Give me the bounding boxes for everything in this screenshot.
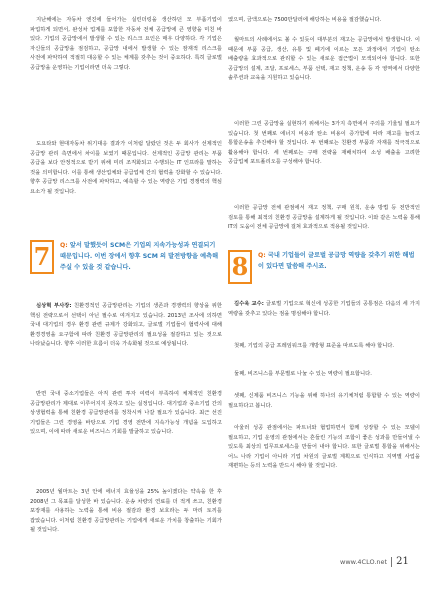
question-label: Q: [60, 242, 68, 249]
left-paragraph-5: 2005년 월마트는 3년 안에 에너지 효율성을 25% 높이겠다는 약속을 한 후 2008년 그 목표를 달성한 바 있습니다. 운송 차량의 연료를 더 적게 쓰고, 친환경 포장재를 사용하는 노력을 통해 비용 절감과 환경 보호라는 두 마리 토끼를 잡았습니다. 이처럼 친환경 공급망관리는 기업에게 새로운 가치를 창출하는 기회가 될 것입니다. [30, 489, 222, 534]
right-paragraph-4: 이러한 공급망 전체 관점에서 재고 정책, 구매 원칙, 운송 방법 등 전반적인 검토를 통해 최적의 친환경 공급망을 설계하게 될 것입니다. 이와 같은 노력을 통해 IT의 도움이 전체 공급망에 걸쳐 효과적으로 적용될 것입니다. [228, 205, 420, 231]
right-paragraph-5 [228, 300, 420, 319]
right-paragraph-6: 첫째, 기업의 공급 프레임워크를 개방형 표준을 따르도록 해야 합니다. [234, 343, 395, 349]
right-paragraph-1: 였으며, 금액으로는 7500만달러에 해당하는 비용을 절감했습니다. [228, 17, 382, 23]
right-paragraph-2: 월마트의 사례에서도 볼 수 있듯이 대부분의 재고는 공급망에서 발생합니다. 이 때문에 부품 공급, 생산, 유통 및 폐기에 이르는 모든 과정에서 기업이 탄소 배출량을 효과적으로 관리할 수 있는 새로운 접근법이 모색되어야 합니다. 또한 공급망의 설계, 조달, 프로세스, 부품 선택, 재고 정책, 운송 등 각 영역에서 다양한 솔루션과 교육을 지원하고 있습니다. [228, 37, 420, 82]
left-paragraph-3 [30, 302, 222, 350]
question-text [60, 240, 222, 273]
speaker-name: 심상혁 부사장: [36, 303, 72, 309]
site-url: www.4CLO.net [340, 557, 388, 566]
question-number: 8 [228, 250, 252, 284]
right-paragraph-8: 셋째, 신제품 비즈니스 기능을 위해 하나의 유기체처럼 통합할 수 있는 역량이 필요하다고 봅니다. [228, 393, 420, 409]
left-paragraph-2: 도요타와 현대자동차 위기대응 결과가 이처럼 달랐던 것은 두 회사가 선제적인 공급망 관리 측면에서 차이를 보였기 때문입니다. 선제적인 공급망 관리는 부품 공급을 보다 안정적으로 받기 위해 미리 조직화되고 수행되는 IT 인프라를 말하는 것을 의미합니다. 이를 통해 생산업체와 공급업체 간의 협력을 강화할 수 있습니다. 향후 공급망 리스크를 사전에 파악하고, 예측할 수 있는 역량은 기업 경쟁력의 핵심 요소가 될 것입니다. [30, 141, 222, 195]
left-paragraph-4: 반면 국내 중소기업들은 아직 관련 투자 여력이 부족하여 체계적인 친환경 공급망관리가 제대로 이루어지지 못하고 있는 실정입니다. 대기업과 중소기업 간의 상생협력을 통해 친환경 공급망관리를 정착시켜 나갈 필요가 있습니다. 최근 선진 기업들은 그린 경영을 바탕으로 기업 경영 전반에 지속가능성 개념을 도입하고 있으며, 이에 따라 새로운 비즈니스 기회를 발굴하고 있습니다. [30, 391, 222, 436]
answer-body: 친환경적인 공급망관리는 기업의 생존과 경쟁력의 향상을 위한 핵심 전략으로서 선택이 아닌 필수로 여겨지고 있습니다. 2013년 조사에 의하면 국내 대기업의 경우 환경 관련 규제가 강화되고, 글로벌 기업들이 협력사에 대해 환경경영을 요구함에 따라 친환경 공급망관리의 필요성을 절감하고 있는 것으로 나타났습니다. 향후 이러한 흐름이 더욱 가속화될 것으로 예상됩니다. [30, 303, 222, 348]
speaker-name: 김수욱 교수: [234, 301, 264, 307]
footer-divider [391, 557, 392, 567]
left-paragraph-1: 지난해에는 자동차 엔진에 들어가는 실린더링을 생산하던 모 부품기업이 파업하게 되면서, 완성차 업계를 포함한 자동차 전체 공급망에 큰 영향을 미친 바 있다. 기업의 공급망에서 발생할 수 있는 리스크 요인은 매우 다양하다. 각 기업은 자신들의 공급망을 점검하고, 공급망 내에서 발생할 수 있는 잠재적 리스크를 사전에 파악하여 적절히 대응할 수 있는 체계를 갖추는 것이 중요하다. 특히 글로벌 공급망을 운영하는 기업이라면 더욱 그렇다. [30, 17, 222, 71]
right-paragraph-3: 이러한 그린 공급망을 실현하기 위해서는 3가지 측면에서 주의를 기울일 필요가 있습니다. 첫 번째로 에너지 비용과 탄소 비용이 증가함에 따라 재고를 늘리고 통합운송을 추진해야 할 것입니다. 두 번째로는 친환경 부품과 자재를 적극적으로 활용해야 합니다. 세 번째로는 구매 전략을 재배치하여 소성 배출을 고려한 공급업체 포트폴리오를 구성해야 합니다. [228, 121, 420, 166]
question-text [258, 250, 420, 272]
question-7 [30, 240, 222, 274]
question-8 [228, 250, 420, 284]
answer-body: 글로벌 기업으로 혁신에 성공한 기업들의 공통점은 다음의 세 가지 역량을 갖추고 있다는 점을 명심해야 합니다. [228, 301, 421, 317]
question-body: 국내 기업들이 글로벌 공급망 역량을 갖추기 위한 해법이 있다면 말씀해 주시죠. [258, 252, 415, 270]
question-label: Q: [258, 252, 266, 259]
right-paragraph-7: 둘째, 비즈니스를 부문별로 나눌 수 있는 역량이 필요합니다. [234, 371, 372, 377]
page-number: 21 [396, 556, 409, 567]
right-paragraph-9: 아울러 성공 관점에서는 파트너와 협업하면서 함께 성장할 수 있는 모델이 필요하고, 기업 운영의 관점에서는 흔들린 기능의 조합이 좋은 성과를 만들어낼 수 있도록 최상의 업무프로세스를 만들어 내야 합니다. 또한 글로벌 통합을 위해서는 어느 나라 기업이 아니라 기업 차원의 글로벌 계획으로 인식하고 지역별 사업을 재편하는 등의 노력을 반드시 해야 할 것입니다. [228, 425, 420, 470]
page-footer [340, 556, 409, 567]
question-body: 앞서 말했듯이 SCM은 기업의 지속가능성과 연결되기 때문입니다. 이번 장에서 향후 SCM 의 발전방향을 예측해 주실 수 있을 것 같습니다. [60, 242, 219, 271]
question-number: 7 [30, 240, 54, 274]
